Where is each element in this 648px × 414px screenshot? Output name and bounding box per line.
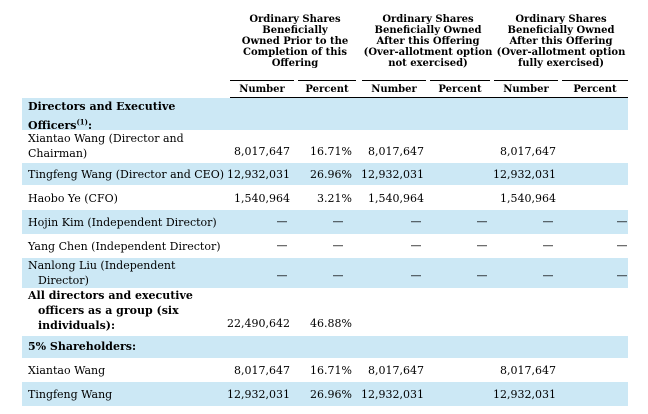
row-label [28, 288, 228, 333]
row-label: Yang Chen (Independent Director) [28, 240, 221, 253]
cell-number-1: — [276, 215, 288, 228]
cell-number-3: 12,932,031 [493, 168, 556, 181]
cell-percent-1: 26.96% [310, 168, 352, 181]
cell-number-3: 8,017,647 [500, 145, 556, 158]
row-label-line3: individuals): [38, 319, 116, 332]
table-row [22, 358, 628, 382]
table-row [22, 163, 628, 185]
table-row [22, 382, 628, 406]
subheader-percent-2: Percent [430, 80, 490, 99]
cell-number-2: 8,017,647 [368, 145, 424, 158]
row-label: Tingfeng Wang [28, 388, 113, 401]
table-row-total [22, 288, 628, 334]
cell-number-3: 8,017,647 [500, 364, 556, 377]
table-row [22, 210, 628, 234]
row-label: Hojin Kim (Independent Director) [28, 216, 217, 229]
cell-number-1: 8,017,647 [234, 364, 290, 377]
cell-number-1: 22,490,642 [227, 317, 290, 330]
section-directors-label [28, 99, 228, 133]
section-directors-line2: Officers [28, 118, 77, 132]
section-shareholders-label: 5% Shareholders: [28, 340, 137, 353]
section-directors-line1: Directors and Executive [28, 100, 176, 113]
cell-number-3: — [542, 239, 554, 252]
table-row [22, 258, 628, 288]
table-row [22, 130, 628, 162]
header-prior-offering [226, 14, 364, 69]
cell-percent-1: 26.96% [310, 388, 352, 401]
cell-number-2: — [410, 269, 422, 282]
cell-percent-1: 16.71% [310, 145, 352, 158]
cell-number-1: 12,932,031 [227, 168, 290, 181]
header-after-not-exercised-text: Ordinary Shares Beneficially Owned After this Offering (Over-allotment option not exercised) [363, 14, 493, 69]
subheader-number-1: Number [230, 80, 294, 99]
cell-number-1: 12,932,031 [227, 388, 290, 401]
row-label-line2: Chairman) [28, 147, 88, 160]
row-label: Xiantao Wang [28, 364, 106, 377]
row-label-line1: Nanlong Liu (Independent [28, 259, 176, 272]
table-row [22, 234, 628, 258]
cell-number-3: — [542, 215, 554, 228]
cell-percent-2: — [476, 239, 488, 252]
subheader-percent-3: Percent [562, 80, 628, 99]
cell-percent-1: 16.71% [310, 364, 352, 377]
cell-percent-1: — [332, 239, 344, 252]
header-after-offering-fully-exercised [494, 14, 628, 69]
subheader-number-3: Number [494, 80, 558, 99]
row-label: Haobo Ye (CFO) [28, 192, 118, 205]
subheader-number-2: Number [362, 80, 426, 99]
row-label [28, 258, 228, 288]
cell-number-1: — [276, 269, 288, 282]
section-directors-colon: : [87, 118, 93, 132]
cell-number-2: 12,932,031 [361, 388, 424, 401]
cell-number-2: — [410, 239, 422, 252]
cell-number-2: 8,017,647 [368, 364, 424, 377]
section-directors [22, 98, 628, 130]
row-label [28, 131, 228, 161]
cell-number-2: — [410, 215, 422, 228]
table-row [22, 186, 628, 210]
row-label-line1: Xiantao Wang (Director and [28, 132, 184, 145]
cell-percent-3: — [616, 269, 628, 282]
row-label: Tingfeng Wang (Director and CEO) [28, 168, 225, 181]
cell-percent-1: 3.21% [317, 192, 352, 205]
cell-percent-2: — [476, 215, 488, 228]
row-label-line1: All directors and executive [28, 289, 193, 302]
cell-number-3: — [542, 269, 554, 282]
cell-number-3: 12,932,031 [493, 388, 556, 401]
header-prior-offering-text: Ordinary Shares Beneficially Owned Prior to the Completion of this Offering [241, 14, 349, 69]
cell-percent-3: — [616, 239, 628, 252]
cell-number-3: 1,540,964 [500, 192, 556, 205]
cell-percent-1: — [332, 215, 344, 228]
cell-percent-3: — [616, 215, 628, 228]
header-after-fully-exercised-text: Ordinary Shares Beneficially Owned After this Offering (Over-allotment option fully exercised) [496, 14, 626, 69]
section-shareholders [22, 336, 628, 358]
cell-number-1: 1,540,964 [234, 192, 290, 205]
row-label-line2: officers as a group (six [38, 304, 179, 317]
cell-number-2: 12,932,031 [361, 168, 424, 181]
footnote-marker: (1) [76, 117, 88, 126]
cell-percent-2: — [476, 269, 488, 282]
cell-number-1: 8,017,647 [234, 145, 290, 158]
row-label-line2: Director) [38, 274, 89, 287]
cell-number-1: — [276, 239, 288, 252]
cell-percent-1: — [332, 269, 344, 282]
cell-percent-1: 46.88% [310, 317, 352, 330]
subheader-percent-1: Percent [298, 80, 356, 99]
cell-number-2: 1,540,964 [368, 192, 424, 205]
header-after-offering-not-exercised [362, 14, 494, 69]
